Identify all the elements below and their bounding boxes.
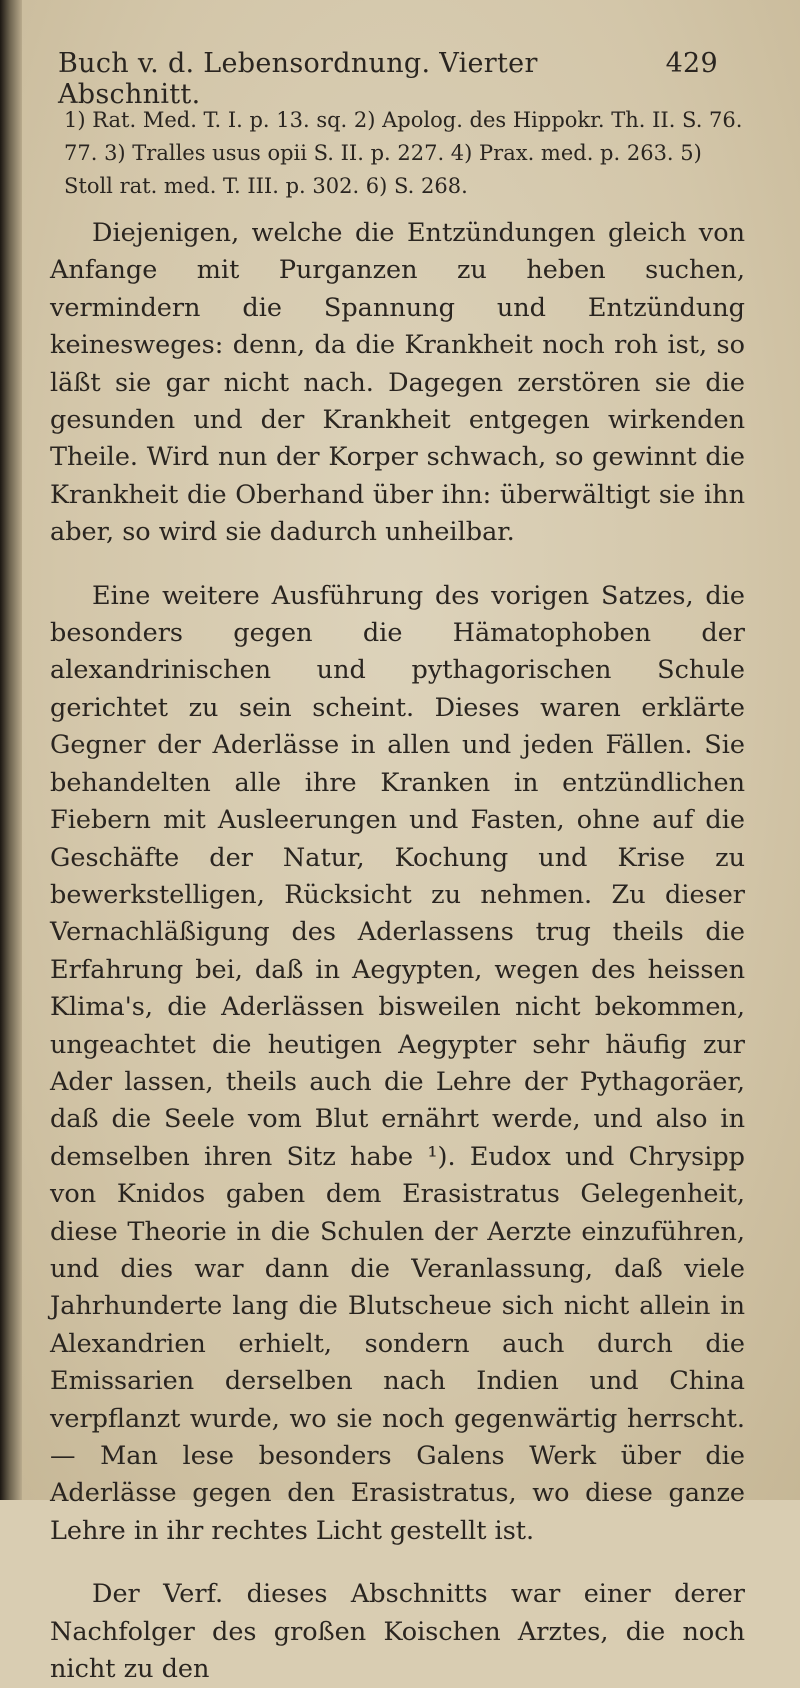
paragraph-3: Der Verf. dieses Abschnitts war einer derer Nachfolger des großen Koischen Arztes, die noch nicht zu den xyxy=(50,1579,745,1685)
running-title: Buch v. d. Lebensordnung. Vierter Abschnitt. xyxy=(58,48,538,110)
running-header xyxy=(58,48,718,110)
book-gutter xyxy=(0,0,22,1500)
paragraph-1: Diejenigen, welche die Entzündungen gleich von Anfange mit Purganzen zu heben suchen, vermindern die Spannung und Entzündung keinesweges: denn, da die Krankheit noch roh ist, so läßt sie gar nicht nach. Dagegen zerstören sie die gesunden und der Krankheit entgegen wirkenden Theile. Wird nun der Korper schwach, so gewinnt die Krankheit die Oberhand über ihn: überwältigt sie ihn aber, so wird sie dadurch unheilbar. xyxy=(50,218,745,548)
footnotes: 1) Rat. Med. T. I. p. 13. sq. 2) Apolog. des Hippokr. Th. II. S. 76. 77. 3) Tralles usus opii S. II. p. 227. 4) Prax. med. p. 263. 5) Stoll rat. med. T. III. p. 302. 6) S. 268. xyxy=(64,108,743,198)
paragraph-2: Eine weitere Ausführung des vorigen Satzes, die besonders gegen die Hämatophoben der alexandrinischen und pythagorischen Schule gerichtet zu sein scheint. Dieses waren erklärte Gegner der Aderlässe in allen und jeden Fällen. Sie behandelten alle ihre Kranken in entzündlichen Fiebern mit Ausleerungen und Fasten, ohne auf die Geschäfte der Natur, Kochung und Krise zu bewerkstelligen, Rücksicht zu nehmen. Zu dieser Vernachläßigung des Aderlassens trug theils die Erfahrung bei, daß in Aegypten, wegen des heissen Klima's, die Aderlässen bisweilen nicht bekommen, ungeachtet die heutigen Aegypter sehr häufig zur Ader lassen, theils auch die Lehre der Pythagoräer, daß die Seele vom Blut ernährt werde, und also in demselben ihren Sitz habe ¹). Eudox und Chrysipp von Knidos gaben dem Erasistratus Gelegenheit, diese Theorie in die Schulen der Aerzte einzuführen, und dies war dann die Veranlassung, daß viele Jahrhunderte lang die Blutscheue sich nicht allein in Alexandrien erhielt, sondern auch durch die Emissarien derselben nach Indien und China verpflanzt wurde, wo sie noch gegenwärtig herrscht. — Man lese besonders Galens Werk über die Aderlässe gegen den Erasistratus, wo diese ganze Lehre in ihr rechtes Licht gestellt ist. xyxy=(50,580,745,1546)
main-text xyxy=(50,215,745,1688)
page-number: 429 xyxy=(665,48,718,79)
